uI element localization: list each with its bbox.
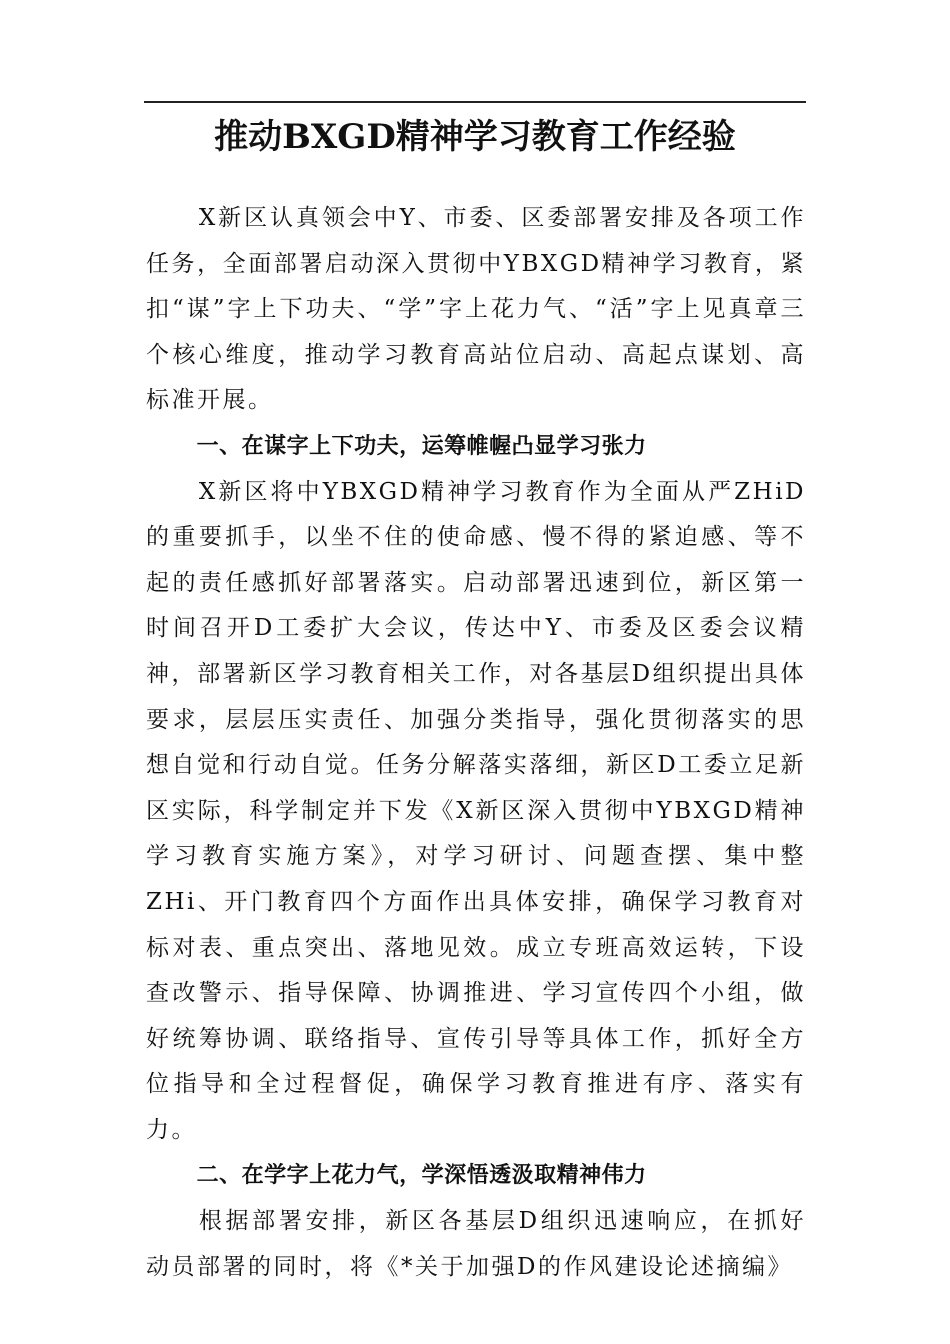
header-rule xyxy=(144,101,806,103)
document-title: 推动BXGD精神学习教育工作经验 xyxy=(214,117,736,157)
section-1-heading: 一、在谋字上下功夫，运筹帷幄凸显学习张力 xyxy=(196,433,647,459)
document-body xyxy=(146,196,806,1290)
section-1-paragraph: X新区将中YBXGD精神学习教育作为全面从严ZHiD的重要抓手，以坐不住的使命感、慢不得的紧迫感、等不起的责任感抓好部署落实。启动部署迅速到位，新区第一时间召开D工委扩大会议，传达中Y、市委及区委会议精神，部署新区学习教育相关工作，对各基层D组织提出具体要求，层层压实责任、加强分类指导，强化贯彻落实的思想自觉和行动自觉。任务分解落实落细，新区D工委立足新区实际，科学制定并下发《X新区深入贯彻中YBXGD精神学习教育实施方案》，对学习研讨、问题查摆、集中整ZHi、开门教育四个方面作出具体安排，确保学习教育对标对表、重点突出、落地见效。成立专班高效运转，下设查改警示、指导保障、协调推进、学习宣传四个小组，做好统筹协调、联络指导、宣传引导等具体工作，抓好全方位指导和全过程督促，确保学习教育推进有序、落实有力。 xyxy=(146,478,806,1143)
section-2-paragraph: 根据部署安排，新区各基层D组织迅速响应，在抓好动员部署的同时，将《*关于加强D的作风建设论述摘编》 xyxy=(146,1208,806,1280)
intro-paragraph: X新区认真领会中Y、市委、区委部署安排及各项工作任务，全面部署启动深入贯彻中YBXGD精神学习教育，紧扣“谋”字上下功夫、“学”字上花力气、“活”字上见真章三个核心维度，推动学习教育高站位启动、高起点谋划、高标准开展。 xyxy=(146,205,806,414)
section-2-heading: 二、在学字上花力气，学深悟透汲取精神伟力 xyxy=(196,1163,647,1189)
